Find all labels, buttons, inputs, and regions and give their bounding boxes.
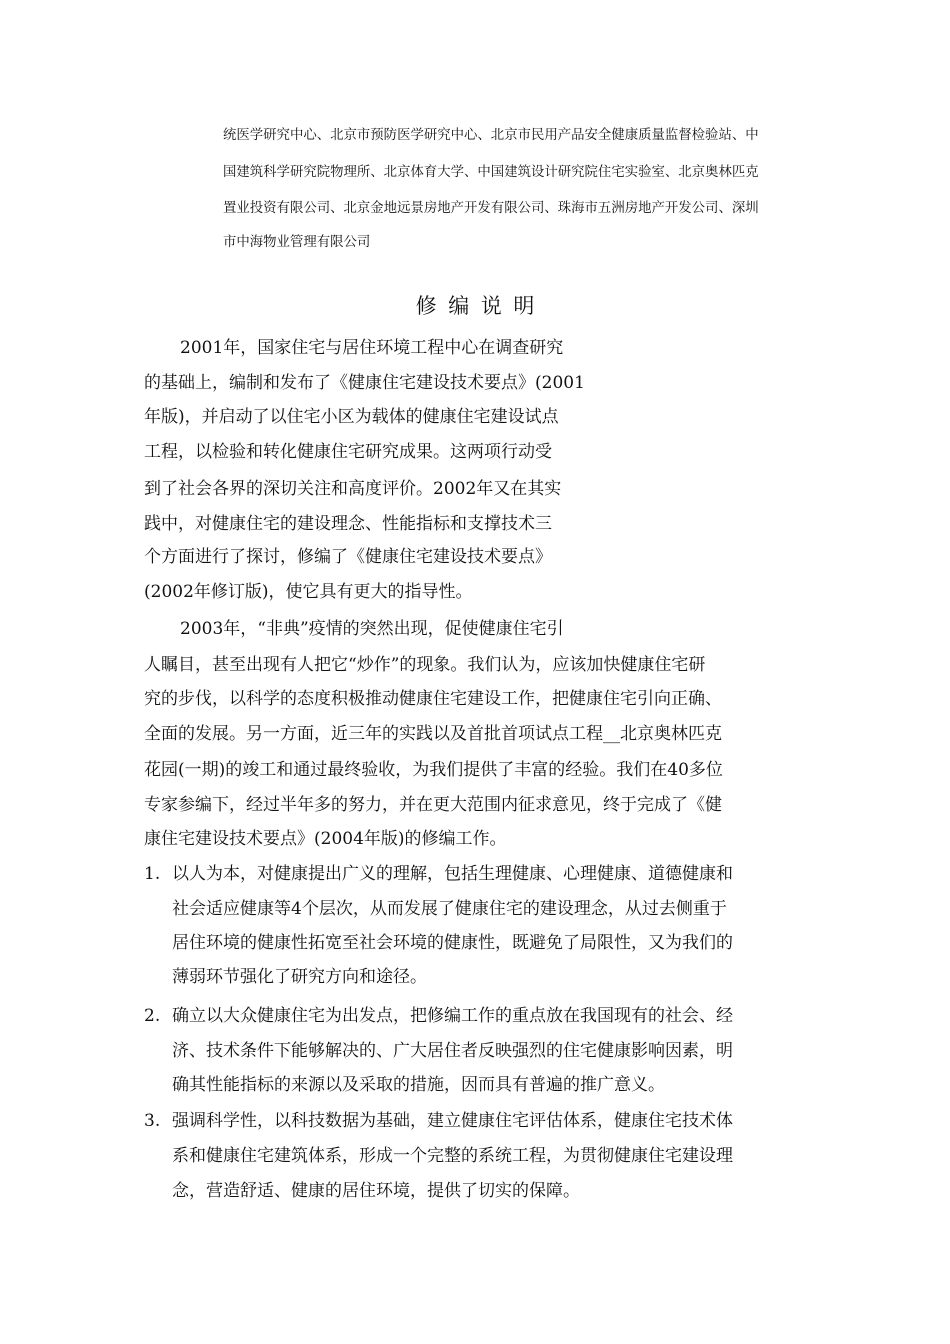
list-item-line: 确立以大众健康住宅为出发点，把修编工作的重点放在我国现有的社会、经 (172, 1006, 733, 1026)
participants-line: 国建筑科学研究院物理所、北京体育大学、中国建筑设计研究院住宅实验室、北京奥林匹克 (223, 165, 759, 180)
paragraph-line: 年版)，并启动了以住宅小区为载体的健康住宅建设试点 (144, 407, 559, 427)
list-item-line: 社会适应健康等4个层次，从而发展了健康住宅的建设理念，从过去侧重于 (172, 899, 727, 919)
paragraph-line: 个方面进行了探讨，修编了《健康住宅建设技术要点》 (144, 547, 552, 567)
participants-line: 统医学研究中心、北京市预防医学研究中心、北京市民用产品安全健康质量监督检验站、中 (223, 128, 759, 143)
section-title: 修编说明 (415, 294, 546, 318)
paragraph-line: 践中，对健康住宅的建设理念、性能指标和支撑技术三 (144, 514, 552, 534)
paragraph-line: 究的步伐，以科学的态度积极推动健康住宅建设工作，把健康住宅引向正确、 (144, 689, 722, 709)
list-item-line: 念，营造舒适、健康的居住环境，提供了切实的保障。 (172, 1181, 580, 1201)
paragraph-line: 的基础上，编制和发布了《健康住宅建设技术要点》(2001 (144, 373, 585, 393)
paragraph-line: 2003年，“非典”疫情的突然出现，促使健康住宅引 (180, 619, 564, 639)
list-item-line: 居住环境的健康性拓宽至社会环境的健康性，既避免了局限性，又为我们的 (172, 933, 733, 953)
paragraph-line: 到了社会各界的深切关注和高度评价。2002年又在其实 (144, 479, 562, 499)
participants-line: 置业投资有限公司、北京金地远景房地产开发有限公司、珠海市五洲房地产开发公司、深圳 (223, 201, 759, 216)
list-item-number: 1. (144, 864, 161, 884)
participants-line: 市中海物业管理有限公司 (223, 235, 371, 250)
list-item-line: 确其性能指标的来源以及采取的措施，因而具有普遍的推广意义。 (172, 1075, 665, 1095)
paragraph-line: 工程，以检验和转化健康住宅研究成果。这两项行动受 (144, 442, 552, 462)
list-item-line: 强调科学性，以科技数据为基础，建立健康住宅评估体系，健康住宅技术体 (172, 1111, 733, 1131)
list-item-number: 2. (144, 1006, 161, 1026)
paragraph-line: 人瞩目，甚至出现有人把它“炒作”的现象。我们认为，应该加快健康住宅研 (144, 655, 706, 675)
paragraph-line: 全面的发展。另一方面，近三年的实践以及首批首项试点工程__北京奥林匹克 (144, 724, 722, 744)
list-item-line: 济、技术条件下能够解决的、广大居住者反映强烈的住宅健康影响因素，明 (172, 1041, 733, 1061)
paragraph-line: (2002年修订版)，使它具有更大的指导性。 (144, 582, 473, 602)
list-item-line: 系和健康住宅建筑体系，形成一个完整的系统工程，为贯彻健康住宅建设理 (172, 1146, 733, 1166)
paragraph-line: 2001年，国家住宅与居住环境工程中心在调查研究 (180, 338, 564, 358)
paragraph-line: 康住宅建设技术要点》(2004年版)的修编工作。 (144, 829, 507, 849)
list-item-line: 以人为本，对健康提出广义的理解，包括生理健康、心理健康、道德健康和 (172, 864, 733, 884)
paragraph-line: 花园(一期)的竣工和通过最终验收，为我们提供了丰富的经验。我们在40多位 (144, 760, 723, 780)
list-item-number: 3. (144, 1111, 161, 1131)
paragraph-line: 专家参编下，经过半年多的努力，并在更大范围内征求意见，终于完成了《健 (144, 795, 722, 815)
list-item-line: 薄弱环节强化了研究方向和途径。 (172, 967, 427, 987)
